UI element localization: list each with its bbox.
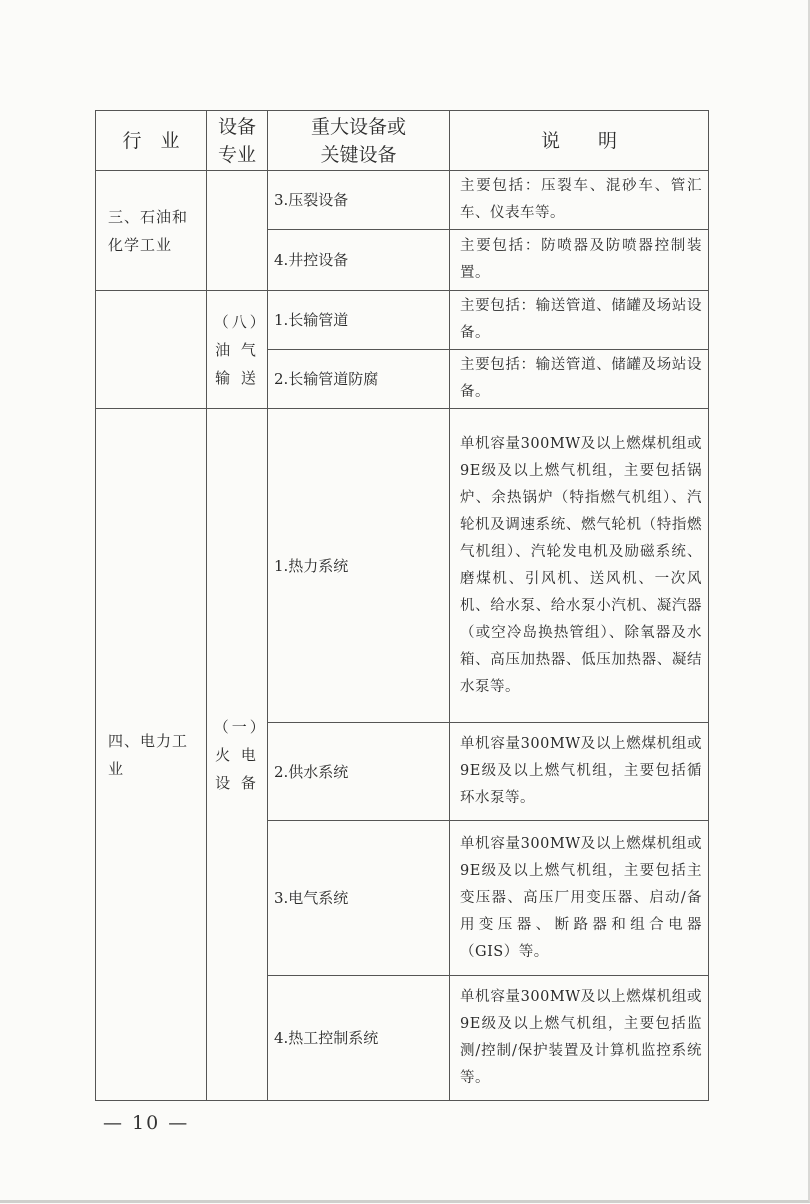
description-cell <box>450 291 709 350</box>
description-cell <box>450 976 709 1101</box>
equipment-label: 2.长输管道防腐 <box>274 370 379 388</box>
header-equipment-line2: 关键设备 <box>320 143 397 166</box>
header-specialty-line2: 专业 <box>217 143 256 166</box>
description-cell <box>450 350 709 409</box>
industry-cell-power <box>96 409 207 1101</box>
description-cell <box>450 409 709 723</box>
equipment-cell <box>268 350 450 409</box>
description-cell <box>450 230 709 291</box>
equipment-label: 2.供水系统 <box>274 762 349 781</box>
header-industry: 行 业 <box>96 111 207 171</box>
table-row <box>96 291 709 350</box>
description-cell <box>450 171 709 230</box>
industry-label: 三、石油和化学工业 <box>108 207 189 254</box>
industry-cell-petro-cont <box>96 291 207 409</box>
equipment-label: 4.井控设备 <box>274 251 349 269</box>
specialty-cell-empty <box>207 171 268 291</box>
header-specialty-line1: 设备 <box>217 115 256 138</box>
description-text: 单机容量300MW及以上燃煤机组或9E级及以上燃气机组，主要包括锅炉、余热锅炉（特指燃气机组）、汽轮机及调速系统、燃气轮机（特指燃气机组）、汽轮发电机及励磁系统、磨煤机、引风机、送风机、一次风机、给水泵、给水泵小汽机、凝汽器（或空冷岛换热管组）、除氧器及水箱、高压加热器、低压加热器、凝结水泵等。 <box>460 435 702 695</box>
specialty-cell-oil <box>207 291 268 409</box>
specialty-label: （八）油 气 输 送 <box>213 312 261 387</box>
description-cell <box>450 821 709 976</box>
description-text: 单机容量300MW及以上燃煤机组或9E级及以上燃气机组，主要包括循环水泵等。 <box>460 736 702 806</box>
equipment-label: 3.压裂设备 <box>274 191 349 209</box>
equipment-label: 3.电气系统 <box>274 889 349 907</box>
equipment-label: 1.热力系统 <box>274 556 349 575</box>
equipment-table <box>95 110 709 1101</box>
page-number: — 10 — <box>103 1112 190 1134</box>
header-equipment-line1: 重大设备或 <box>310 115 406 138</box>
description-text: 单机容量300MW及以上燃煤机组或9E级及以上燃气机组，主要包括主变压器、高压厂用变压器、启动/备用变压器、断路器和组合电器（GIS）等。 <box>460 835 702 960</box>
description-cell <box>450 723 709 821</box>
equipment-cell <box>268 723 450 821</box>
equipment-cell <box>268 230 450 291</box>
industry-label: 四、电力工业 <box>108 731 189 778</box>
industry-cell-petro <box>96 171 207 291</box>
header-specialty <box>207 111 268 171</box>
equipment-cell <box>268 409 450 723</box>
equipment-cell <box>268 976 450 1101</box>
table-row <box>96 409 709 723</box>
description-text: 主要包括：压裂车、混砂车、管汇车、仪表车等。 <box>460 178 702 221</box>
equipment-cell <box>268 291 450 350</box>
equipment-cell <box>268 171 450 230</box>
header-description: 说 明 <box>450 111 709 171</box>
table-row <box>96 171 709 230</box>
specialty-label: （一）火 电 设 备 <box>213 717 261 792</box>
equipment-label: 1.长输管道 <box>274 311 349 329</box>
equipment-cell <box>268 821 450 976</box>
header-equipment <box>268 111 450 171</box>
specialty-cell-thermal <box>207 409 268 1101</box>
description-text: 主要包括：输送管道、储罐及场站设备。 <box>460 298 702 341</box>
description-text: 主要包括：输送管道、储罐及场站设备。 <box>460 357 702 400</box>
description-text: 单机容量300MW及以上燃煤机组或9E级及以上燃气机组，主要包括监测/控制/保护装置及计算机监控系统等。 <box>460 989 702 1086</box>
description-text: 主要包括：防喷器及防喷器控制装置。 <box>460 238 702 281</box>
equipment-label: 4.热工控制系统 <box>274 1029 379 1047</box>
header-row <box>96 111 709 171</box>
